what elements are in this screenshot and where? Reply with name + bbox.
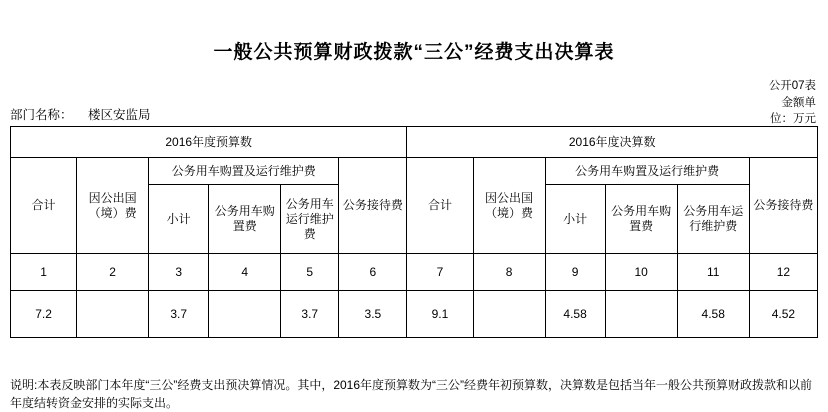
header-final-abroad: 因公出国（境）费	[473, 158, 545, 254]
value-cell-3: 3.7	[149, 291, 209, 338]
column-number-3: 3	[149, 254, 209, 291]
header-final-vehicle-subtotal: 小计	[545, 185, 605, 254]
department-value: 楼区安监局	[88, 108, 151, 122]
value-cell-8	[473, 291, 545, 338]
column-number-7: 7	[407, 254, 473, 291]
header-budget-abroad: 因公出国（境）费	[77, 158, 149, 254]
table-note: 说明:本表反映部门本年度“三公”经费支出预决算情况。其中，2016年度预算数为“三公”经费年初预算数，决算数是包括当年一般公共预算财政拨款和以前年度结转资金安排的实际支出。	[10, 378, 813, 410]
value-cell-11: 4.58	[677, 291, 749, 338]
value-cell-2	[77, 291, 149, 338]
header-budget-vehicle-purchase: 公务用车购置费	[209, 185, 281, 254]
column-number-5: 5	[281, 254, 339, 291]
value-cell-7: 9.1	[407, 291, 473, 338]
header-budget-vehicle-subtotal: 小计	[149, 185, 209, 254]
header-final-vehicle-group: 公务用车购置及运行维护费	[545, 158, 749, 185]
table-row-group-header	[11, 127, 818, 158]
header-budget-vehicle-operation: 公务用车运行维护费	[281, 185, 339, 254]
table-row-values	[11, 291, 818, 338]
value-cell-4	[209, 291, 281, 338]
expenditure-table	[10, 126, 818, 338]
department-label: 部门名称：	[10, 108, 73, 122]
meta-unit-line1: 金额单	[781, 96, 816, 109]
column-number-11: 11	[677, 254, 749, 291]
value-cell-1: 7.2	[11, 291, 77, 338]
column-number-12: 12	[749, 254, 817, 291]
header-budget-total: 合计	[11, 158, 77, 254]
meta-form-number: 公开07表	[768, 80, 816, 92]
value-cell-6: 3.5	[339, 291, 407, 338]
table-row-subheader-1	[11, 158, 818, 185]
value-cell-10	[605, 291, 677, 338]
group-header-budget: 2016年度预算数	[11, 127, 407, 158]
department-line	[10, 105, 151, 123]
header-final-vehicle-operation: 公务用车运行维护费	[677, 185, 749, 254]
header-budget-vehicle-group: 公务用车购置及运行维护费	[149, 158, 339, 185]
meta-unit-line2: 位：万元	[770, 113, 816, 126]
page-title: 一般公共预算财政拨款“三公”经费支出决算表	[213, 42, 615, 63]
meta-block	[696, 78, 816, 128]
column-number-2: 2	[77, 254, 149, 291]
header-final-total: 合计	[407, 158, 473, 254]
column-number-9: 9	[545, 254, 605, 291]
table-row-column-numbers	[11, 254, 818, 291]
group-header-final: 2016年度决算数	[407, 127, 818, 158]
header-final-reception: 公务接待费	[749, 158, 817, 254]
column-number-6: 6	[339, 254, 407, 291]
value-cell-12: 4.52	[749, 291, 817, 338]
header-budget-reception: 公务接待费	[339, 158, 407, 254]
value-cell-5: 3.7	[281, 291, 339, 338]
value-cell-9: 4.58	[545, 291, 605, 338]
column-number-4: 4	[209, 254, 281, 291]
column-number-8: 8	[473, 254, 545, 291]
header-final-vehicle-purchase: 公务用车购置费	[605, 185, 677, 254]
column-number-1: 1	[11, 254, 77, 291]
column-number-10: 10	[605, 254, 677, 291]
